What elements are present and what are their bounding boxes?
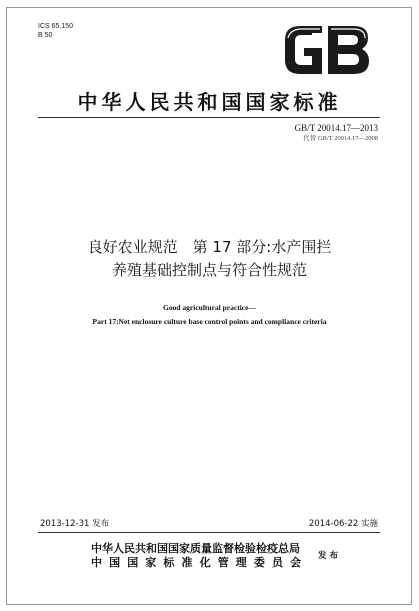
standard-category-title: 中华人民共和国国家标准 bbox=[77, 90, 342, 114]
issuer-line1: 中华人民共和国国家质量监督检验检疫总局 bbox=[91, 542, 300, 555]
document-title-en-line1: Good agricultural practice— bbox=[163, 303, 256, 312]
ccs-code: B 50 bbox=[38, 32, 53, 39]
footer-divider bbox=[38, 532, 380, 533]
document-title-zh-line1: 良好农业规范 第 17 部分:水产围拦 bbox=[87, 238, 332, 256]
replaces-standard: 代替 GB/T 20014.17—2008 bbox=[303, 135, 378, 142]
document-title-en-line2: Part 17:Net enclosure culture base control points and compliance criteria bbox=[92, 317, 327, 326]
classification-codes bbox=[38, 22, 73, 40]
issuer-line2: 中国国家标准化管理委员会 bbox=[91, 556, 309, 569]
header-divider bbox=[38, 117, 380, 118]
standard-number: GB/T 20014.17—2013 bbox=[294, 123, 378, 133]
implementation-date: 2014-06-22 实施 bbox=[308, 519, 378, 529]
gb-logo-icon bbox=[282, 24, 372, 76]
standard-number-block bbox=[295, 123, 378, 143]
publish-label: 发 布 bbox=[318, 551, 338, 561]
document-title-zh-line2: 养殖基础控制点与符合性规范 bbox=[111, 261, 307, 279]
ics-code: ICS 65.150 bbox=[38, 23, 74, 30]
issuing-authorities bbox=[91, 542, 308, 570]
issue-date: 2013-12-31 发布 bbox=[40, 519, 110, 529]
